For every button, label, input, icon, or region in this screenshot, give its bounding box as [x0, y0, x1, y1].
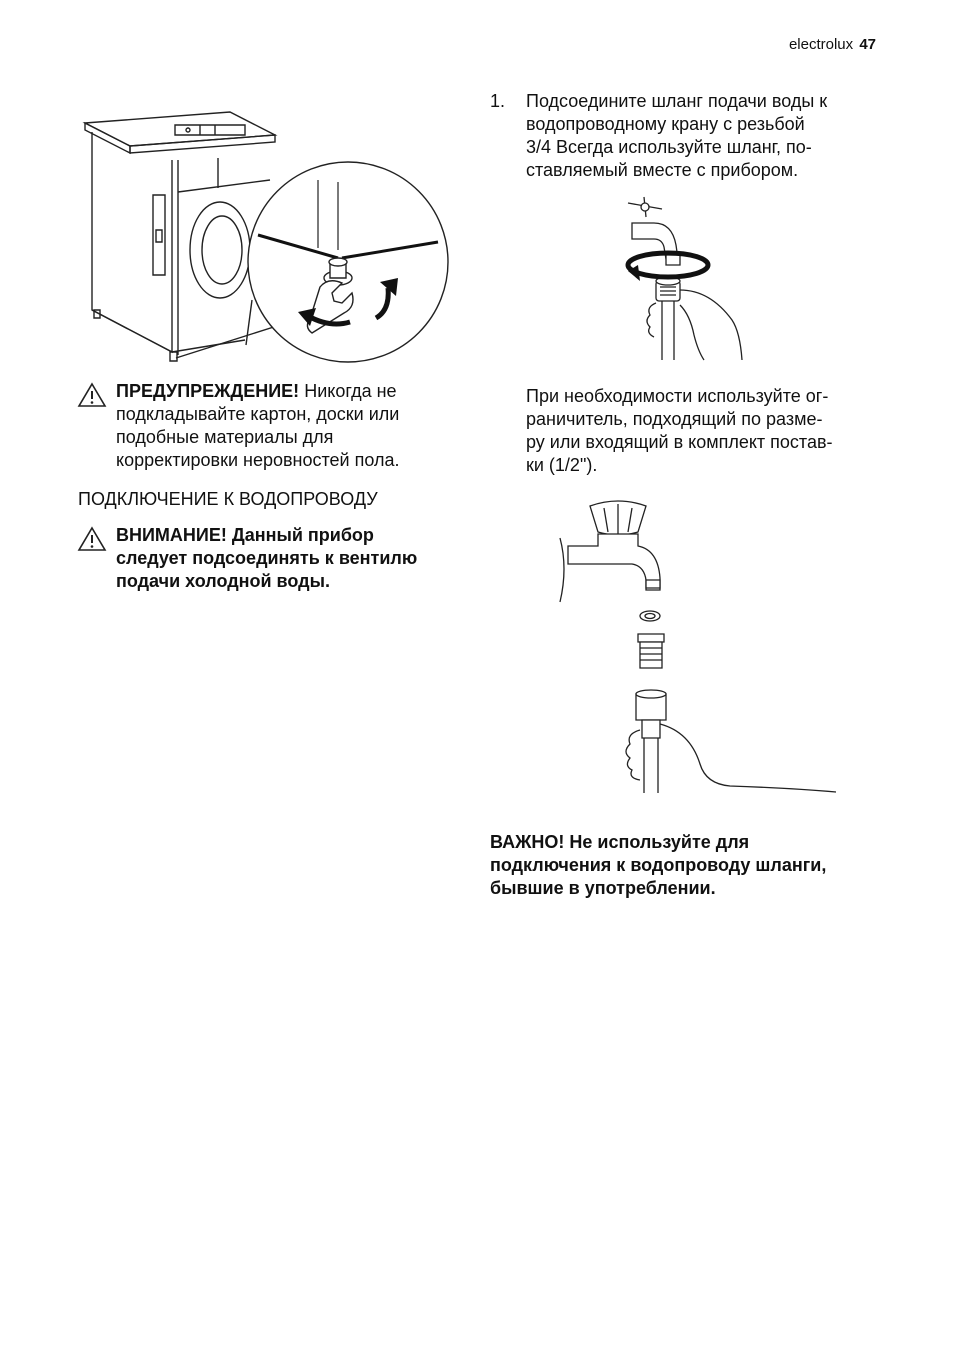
warning-line: подобные материалы для [116, 427, 334, 447]
washing-machine-illustration [80, 100, 450, 360]
warning-triangle-icon [78, 383, 106, 407]
note-line: ру или входящий в комплект постав- [526, 432, 833, 452]
caution-line: ВНИМАНИЕ! Данный прибор [116, 525, 374, 545]
brand-name: electrolux [788, 36, 854, 53]
note-line: раничитель, подходящий по разме- [526, 409, 823, 429]
important-line: ВАЖНО! Не используйте для [490, 832, 750, 852]
note-line: При необходимости используйте ог- [526, 386, 829, 406]
tap-hose-illustration [610, 195, 750, 365]
page-header [789, 36, 876, 53]
section-title: ПОДКЛЮЧЕНИЕ К ВОДОПРОВОДУ [78, 489, 378, 509]
warning-triangle-icon [78, 527, 106, 551]
warning-label: ПРЕДУПРЕЖДЕНИЕ! [116, 381, 300, 401]
page-number: 47 [859, 36, 876, 53]
caution-line: подачи холодной воды. [116, 571, 330, 591]
warning-line: подкладывайте картон, доски или [116, 404, 400, 424]
step-text [526, 90, 886, 182]
important-text [490, 831, 880, 900]
step-line: Подсоедините шланг подачи воды к [526, 91, 828, 111]
warning-line: корректировки неровностей пола. [116, 450, 400, 470]
step-line: ставляемый вместе с прибором. [526, 160, 799, 180]
note-text [526, 385, 886, 477]
caution-text [116, 524, 466, 593]
caution-line: следует подсоединять к вентилю [116, 548, 418, 568]
step-line: 3/4 Всегда используйте шланг, по- [526, 137, 812, 157]
important-line: бывшие в употреблении. [490, 878, 716, 898]
tap-adapter-illustration [558, 498, 843, 798]
step-line: водопроводному крану с резьбой [526, 114, 805, 134]
important-line: подключения к водопроводу шланги, [490, 855, 827, 875]
note-line: ки (1/2"). [526, 455, 598, 475]
warning-line: Никогда не [299, 381, 397, 401]
step-number: 1. [490, 91, 506, 111]
warning-text [116, 380, 456, 472]
